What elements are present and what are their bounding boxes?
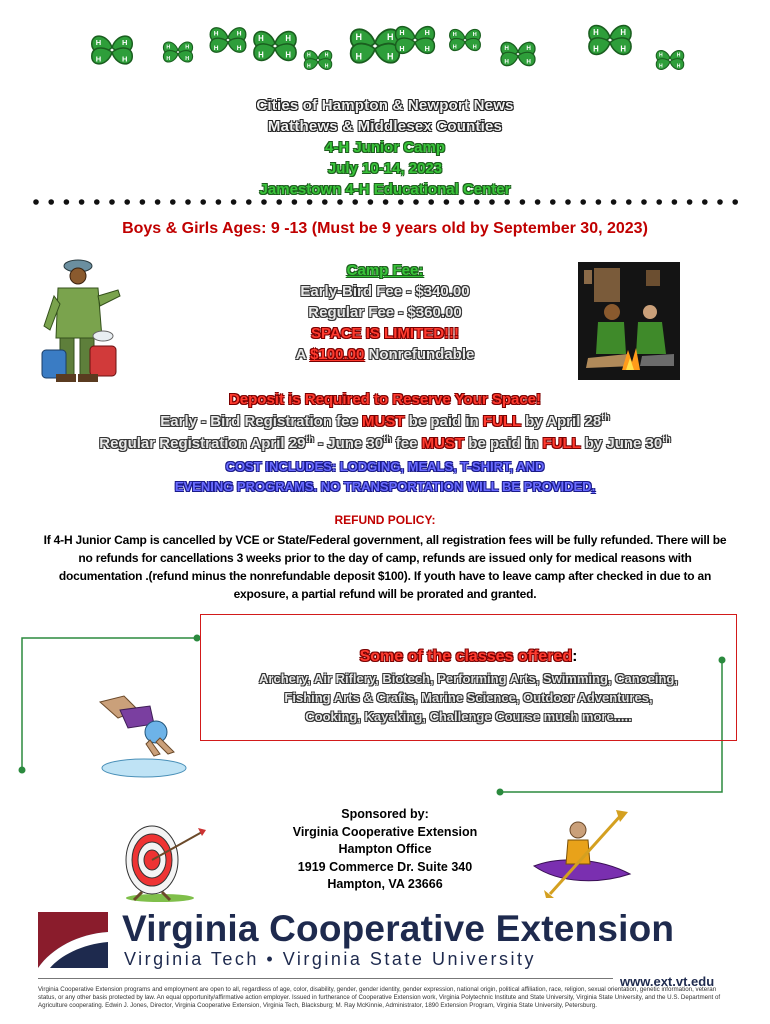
sponsor-address: 1919 Commerce Dr. Suite 340: [297, 859, 473, 874]
divider-dot: [565, 199, 571, 205]
ordinal-suffix: th: [383, 434, 392, 444]
kayaker-clipart: [530, 808, 634, 898]
header-location: Jamestown 4-H Educational Center: [259, 181, 511, 198]
clover-icon: [304, 51, 332, 70]
regular-text-d: be paid in: [464, 435, 543, 452]
nondiscrimination-notice: Virginia Cooperative Extension programs and employment are open to all, regardless of age, color, disability, gender, gender identity, gender expression, national origin, political affiliation, race, religion, sexual orientation, genetic information, veteran status, or any other basis protected by law. An equal opportunity/affirmative action employer. Issued in furtherance of Cooperative Extension work, Virginia Polytechnic Institute and State University, Virginia State University, and the U.S. Department of Agriculture cooperating. Edwin J. Jones, Director, Virginia Cooperative Extension, Virginia Tech, Blacksburg; M. Ray McKinnie, Administrator, 1890 Extension Program, Virginia State University, Petersburg.: [38, 986, 721, 1010]
vce-logo-mark: [38, 912, 108, 968]
divider-dot: [550, 199, 556, 205]
early-text-a: Early - Bird Registration fee: [160, 413, 362, 430]
divider-dot: [48, 199, 54, 205]
ordinal-suffix: th: [305, 434, 314, 444]
sponsor-city: Hampton, VA 23666: [327, 877, 443, 891]
regular-text-a: Regular Registration April 29: [99, 435, 306, 452]
regular-fee: Regular Fee - $360.00: [308, 304, 462, 321]
divider-dot: [687, 199, 693, 205]
divider-dot: [520, 199, 526, 205]
divider-dot: [200, 199, 206, 205]
deposit-prefix: A: [295, 346, 311, 363]
divider-dot: [64, 199, 70, 205]
age-requirement: Boys & Girls Ages: 9 -13 (Must be 9 years old by September 30, 2023): [122, 220, 648, 237]
divider-dot: [596, 199, 602, 205]
divider-dot: [732, 199, 738, 205]
divider-dot: [398, 199, 404, 205]
clover-icon: [589, 26, 631, 55]
classes-line-1: Archery, Air Riflery, Biotech, Performing Arts, Swimming, Canoeing,: [259, 671, 678, 686]
divider-dot: [626, 199, 632, 205]
divider-dot: [474, 199, 480, 205]
divider-dot: [307, 199, 313, 205]
early-bird-fee: Early-Bird Fee - $340.00: [300, 283, 470, 300]
divider-dot: [580, 199, 586, 205]
refund-policy-title: REFUND POLICY:: [334, 513, 436, 527]
dotted-divider: [30, 196, 742, 208]
deposit-notice: [200, 344, 570, 365]
footer-divider: [38, 978, 613, 979]
divider-dot: [489, 199, 495, 205]
classes-list: [200, 669, 737, 726]
clover-icon: [163, 42, 192, 62]
divider-dot: [140, 199, 146, 205]
swimmer-clipart: [94, 688, 194, 780]
sponsor-office: Hampton Office: [338, 842, 432, 856]
divider-dot: [352, 199, 358, 205]
clover-icon: [656, 51, 684, 70]
divider-dot: [368, 199, 374, 205]
cost-line-2-end: .: [591, 479, 596, 494]
divider-dot: [155, 199, 161, 205]
divider-dot: [459, 199, 465, 205]
sponsor-label: Sponsored by:: [341, 807, 429, 821]
divider-dot: [94, 199, 100, 205]
header-camp-name: 4-H Junior Camp: [324, 139, 445, 156]
clover-icon: [501, 42, 535, 65]
early-text-c: by April 28: [520, 413, 602, 430]
header-cities: Cities of Hampton & Newport News: [256, 97, 514, 114]
divider-dot: [246, 199, 252, 205]
divider-dot: [322, 199, 328, 205]
deposit-required: Deposit is Required to Reserve Your Space!: [228, 391, 542, 408]
classes-line-3: Cooking, Kayaking, Challenge Course much more.....: [305, 709, 632, 724]
refund-policy-body: If 4-H Junior Camp is cancelled by VCE or State/Federal government, all registration fees will be fully refunded. There will be no refunds for cancellations 3 weeks prior to the day of camp, refunds are issued only for medical reasons with documentation .(refund minus the nonrefundable deposit $100). If youth have to leave camp after checked in due to an exposure, a partial refund will be prorated and granted.: [43, 533, 727, 601]
campfire-clipart: [578, 262, 680, 380]
divider-dot: [702, 199, 708, 205]
vce-logo-universities: Virginia Tech • Virginia State University: [124, 949, 536, 969]
ordinal-suffix: th: [601, 412, 610, 422]
divider-dot: [656, 199, 662, 205]
cost-includes: [0, 457, 770, 497]
clover-icon: [351, 29, 400, 62]
regular-registration-line: [0, 433, 770, 455]
classes-title: [200, 646, 737, 668]
deposit-amount: $100.00: [310, 346, 365, 363]
clover-icon: [254, 32, 296, 61]
regular-text-b: - June 30: [313, 435, 384, 452]
early-text-b: be paid in: [404, 413, 483, 430]
divider-dot: [276, 199, 282, 205]
divider-dot: [124, 199, 130, 205]
must-emphasis: MUST: [421, 435, 465, 452]
deposit-section: [0, 389, 770, 455]
divider-dot: [504, 199, 510, 205]
cost-line-1: COST INCLUDES: LODGING, MEALS, T-SHIRT, AND: [225, 459, 545, 474]
deposit-suffix: Nonrefundable: [364, 346, 475, 363]
header-counties: Matthews & Middlesex Counties: [267, 118, 503, 135]
divider-dot: [611, 199, 617, 205]
divider-dot: [292, 199, 298, 205]
hiker-clipart: [40, 256, 122, 386]
classes-title-text: Some of the classes offered: [359, 648, 573, 665]
clover-icon: [396, 27, 435, 54]
clover-icon: [210, 28, 246, 52]
must-emphasis: MUST: [362, 413, 405, 430]
header-dates: July 10-14, 2023: [327, 160, 443, 177]
divider-dot: [170, 199, 176, 205]
camp-fee-title: Camp Fee:: [346, 262, 424, 279]
camp-fee-section: [200, 260, 570, 365]
divider-dot: [261, 199, 267, 205]
full-emphasis: FULL: [482, 413, 521, 430]
space-limited-notice: SPACE IS LIMITED!!!: [310, 325, 460, 342]
divider-dot: [185, 199, 191, 205]
clover-icon: [92, 36, 132, 64]
divider-dot: [535, 199, 541, 205]
divider-dot: [231, 199, 237, 205]
divider-dot: [672, 199, 678, 205]
divider-dot: [428, 199, 434, 205]
regular-text-e: by June 30: [580, 435, 663, 452]
divider-dot: [216, 199, 222, 205]
full-emphasis: FULL: [542, 435, 581, 452]
classes-title-colon: :: [572, 648, 578, 665]
divider-dot: [337, 199, 343, 205]
divider-dot: [717, 199, 723, 205]
archery-target-clipart: [112, 814, 208, 902]
sponsor-block: [250, 806, 520, 894]
vce-url-link[interactable]: www.ext.vt.edu: [620, 974, 715, 989]
divider-dot: [641, 199, 647, 205]
clover-decoration: H H H H: [70, 10, 710, 90]
divider-dot: [79, 199, 85, 205]
vce-logo-name: Virginia Cooperative Extension: [122, 908, 675, 949]
cost-line-2-text: EVENING PROGRAMS. NO TRANSPORTATION WILL BE PROVIDED: [174, 479, 592, 494]
regular-text-c: fee: [391, 435, 422, 452]
classes-line-2: Fishing Arts & Crafts, Marine Science, Outdoor Adventures,: [284, 690, 653, 705]
divider-dot: [413, 199, 419, 205]
clover-icon: [450, 29, 481, 50]
early-registration-line: [0, 411, 770, 433]
ordinal-suffix: th: [662, 434, 671, 444]
divider-dot: [33, 199, 39, 205]
divider-dot: [444, 199, 450, 205]
cost-line-2: [0, 477, 770, 497]
sponsor-org: Virginia Cooperative Extension: [292, 824, 478, 839]
divider-dot: [109, 199, 115, 205]
divider-dot: [383, 199, 389, 205]
